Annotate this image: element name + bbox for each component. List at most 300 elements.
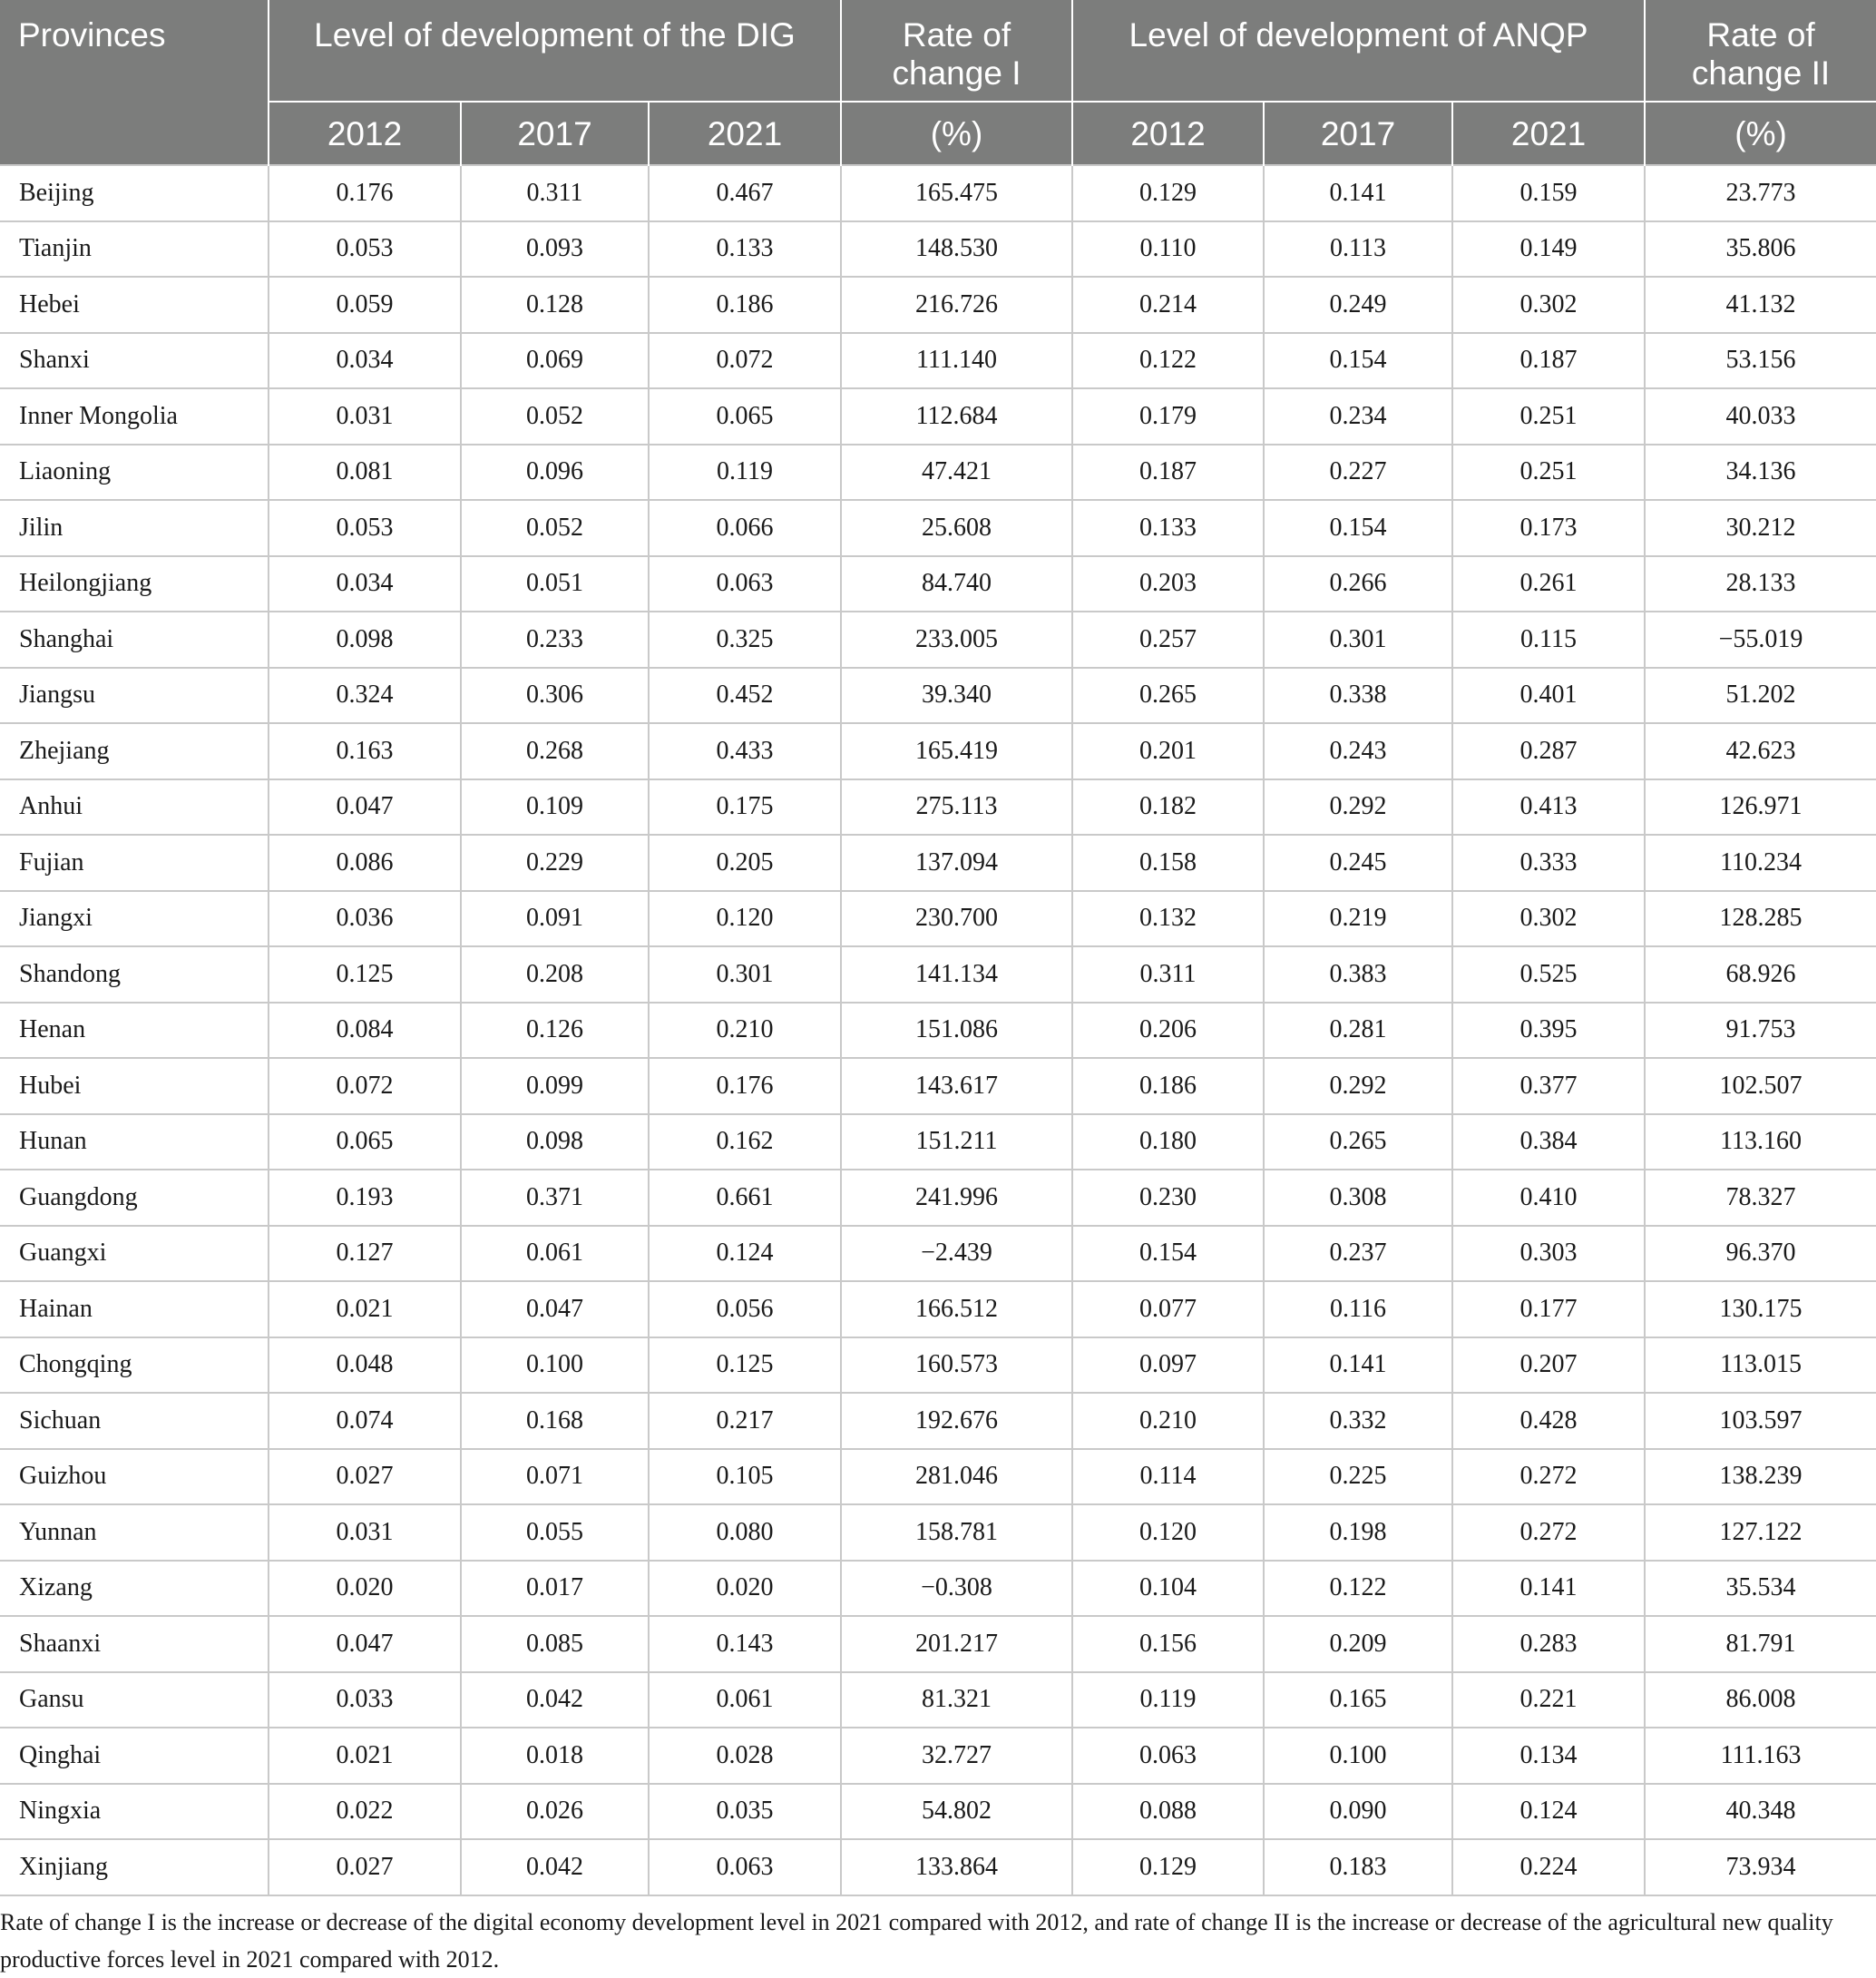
anqp-2012-cell: 0.154 (1072, 1226, 1264, 1282)
dig-2012-cell: 0.021 (269, 1728, 461, 1784)
anqp-2012-cell: 0.203 (1072, 556, 1264, 612)
anqp-2017-cell: 0.243 (1264, 723, 1452, 779)
dig-2021-cell: 0.186 (649, 277, 841, 333)
dig-2017-cell: 0.061 (461, 1226, 649, 1282)
province-cell: Jilin (0, 500, 269, 556)
anqp-2021-cell: 0.251 (1452, 445, 1645, 501)
anqp-2017-cell: 0.338 (1264, 668, 1452, 724)
province-cell: Zhejiang (0, 723, 269, 779)
rate-change-2-cell: 91.753 (1645, 1003, 1876, 1059)
rate-change-2-cell: 68.926 (1645, 946, 1876, 1003)
dig-2017-cell: 0.071 (461, 1449, 649, 1505)
dig-2012-cell: 0.127 (269, 1226, 461, 1282)
dig-2021-cell: 0.061 (649, 1672, 841, 1728)
dig-2017-cell: 0.042 (461, 1672, 649, 1728)
dig-2017-cell: 0.051 (461, 556, 649, 612)
rate-change-1-cell: 133.864 (841, 1839, 1072, 1895)
table-row (0, 946, 1876, 1003)
anqp-2012-cell: 0.201 (1072, 723, 1264, 779)
anqp-2021-cell: 0.134 (1452, 1728, 1645, 1784)
rate-change-2-cell: 102.507 (1645, 1058, 1876, 1114)
anqp-2012-cell: 0.230 (1072, 1170, 1264, 1226)
dig-2021-cell: 0.301 (649, 946, 841, 1003)
table-row (0, 1003, 1876, 1059)
table-row (0, 1393, 1876, 1449)
dig-2021-cell: 0.080 (649, 1504, 841, 1561)
dig-2017-cell: 0.042 (461, 1839, 649, 1895)
anqp-2012-cell: 0.110 (1072, 221, 1264, 278)
anqp-2021-cell: 0.410 (1452, 1170, 1645, 1226)
anqp-2021-cell: 0.124 (1452, 1784, 1645, 1840)
anqp-2017-cell: 0.090 (1264, 1784, 1452, 1840)
dig-2021-cell: 0.056 (649, 1281, 841, 1337)
anqp-2017-cell: 0.219 (1264, 891, 1452, 947)
province-cell: Jiangsu (0, 668, 269, 724)
anqp-2021-cell: 0.395 (1452, 1003, 1645, 1059)
anqp-2017-cell: 0.292 (1264, 1058, 1452, 1114)
province-cell: Shandong (0, 946, 269, 1003)
header-anqp: Level of development of ANQP (1072, 0, 1645, 102)
dig-2017-cell: 0.099 (461, 1058, 649, 1114)
province-cell: Hunan (0, 1114, 269, 1170)
dig-2017-cell: 0.017 (461, 1561, 649, 1617)
anqp-2021-cell: 0.159 (1452, 165, 1645, 221)
rate-change-2-cell: 127.122 (1645, 1504, 1876, 1561)
rate-change-1-cell: 165.475 (841, 165, 1072, 221)
anqp-2012-cell: 0.122 (1072, 333, 1264, 389)
dig-2021-cell: 0.162 (649, 1114, 841, 1170)
anqp-2012-cell: 0.129 (1072, 1839, 1264, 1895)
anqp-2012-cell: 0.311 (1072, 946, 1264, 1003)
province-cell: Tianjin (0, 221, 269, 278)
dig-2017-cell: 0.047 (461, 1281, 649, 1337)
rate-change-2-cell: 51.202 (1645, 668, 1876, 724)
anqp-2012-cell: 0.132 (1072, 891, 1264, 947)
rate-change-1-cell: 230.700 (841, 891, 1072, 947)
province-cell: Hainan (0, 1281, 269, 1337)
province-cell: Ningxia (0, 1784, 269, 1840)
dig-2017-cell: 0.091 (461, 891, 649, 947)
rate-change-1-cell: 32.727 (841, 1728, 1072, 1784)
table-row (0, 1616, 1876, 1672)
province-cell: Qinghai (0, 1728, 269, 1784)
rate-change-1-cell: 84.740 (841, 556, 1072, 612)
dig-2017-cell: 0.268 (461, 723, 649, 779)
table-row (0, 1449, 1876, 1505)
dig-2017-cell: 0.126 (461, 1003, 649, 1059)
dig-2017-cell: 0.052 (461, 388, 649, 445)
anqp-2021-cell: 0.287 (1452, 723, 1645, 779)
rate-change-1-cell: 216.726 (841, 277, 1072, 333)
dig-2021-cell: 0.020 (649, 1561, 841, 1617)
table-row (0, 1784, 1876, 1840)
rate-change-2-cell: 113.160 (1645, 1114, 1876, 1170)
table-row (0, 1561, 1876, 1617)
table-row (0, 1058, 1876, 1114)
rate-change-2-cell: 34.136 (1645, 445, 1876, 501)
anqp-2017-cell: 0.183 (1264, 1839, 1452, 1895)
anqp-2017-cell: 0.308 (1264, 1170, 1452, 1226)
province-cell: Jiangxi (0, 891, 269, 947)
anqp-2012-cell: 0.214 (1072, 277, 1264, 333)
province-cell: Shaanxi (0, 1616, 269, 1672)
anqp-2021-cell: 0.207 (1452, 1337, 1645, 1394)
anqp-2021-cell: 0.413 (1452, 779, 1645, 836)
anqp-2012-cell: 0.210 (1072, 1393, 1264, 1449)
dig-2012-cell: 0.020 (269, 1561, 461, 1617)
dig-2021-cell: 0.120 (649, 891, 841, 947)
dig-2012-cell: 0.027 (269, 1449, 461, 1505)
rate-change-2-cell: 53.156 (1645, 333, 1876, 389)
anqp-2021-cell: 0.251 (1452, 388, 1645, 445)
rate-change-2-cell: 128.285 (1645, 891, 1876, 947)
dig-2017-cell: 0.168 (461, 1393, 649, 1449)
rate-change-1-cell: 233.005 (841, 612, 1072, 668)
rate-change-1-cell: 241.996 (841, 1170, 1072, 1226)
dig-2012-cell: 0.324 (269, 668, 461, 724)
table-row (0, 1672, 1876, 1728)
dig-2012-cell: 0.125 (269, 946, 461, 1003)
dig-2012-cell: 0.163 (269, 723, 461, 779)
rate-change-2-cell: 96.370 (1645, 1226, 1876, 1282)
dig-2021-cell: 0.217 (649, 1393, 841, 1449)
rate-change-1-cell: 148.530 (841, 221, 1072, 278)
dig-2021-cell: 0.433 (649, 723, 841, 779)
anqp-2012-cell: 0.156 (1072, 1616, 1264, 1672)
rate-change-2-cell: 73.934 (1645, 1839, 1876, 1895)
table-row (0, 612, 1876, 668)
header-provinces: Provinces (0, 0, 269, 165)
dig-2021-cell: 0.072 (649, 333, 841, 389)
rate-change-1-cell: 54.802 (841, 1784, 1072, 1840)
anqp-2012-cell: 0.182 (1072, 779, 1264, 836)
rate-change-1-cell: 47.421 (841, 445, 1072, 501)
rate-change-1-cell: 165.419 (841, 723, 1072, 779)
province-cell: Anhui (0, 779, 269, 836)
table-row (0, 668, 1876, 724)
table-row (0, 723, 1876, 779)
anqp-2012-cell: 0.114 (1072, 1449, 1264, 1505)
dig-2017-cell: 0.233 (461, 612, 649, 668)
anqp-2021-cell: 0.261 (1452, 556, 1645, 612)
anqp-2021-cell: 0.224 (1452, 1839, 1645, 1895)
header-rate-change-1: Rate of change I (841, 0, 1072, 102)
header-row-top (0, 0, 1876, 102)
dig-2021-cell: 0.175 (649, 779, 841, 836)
rate-change-1-cell: 151.086 (841, 1003, 1072, 1059)
anqp-2017-cell: 0.234 (1264, 388, 1452, 445)
anqp-2021-cell: 0.149 (1452, 221, 1645, 278)
table-row (0, 388, 1876, 445)
anqp-2017-cell: 0.154 (1264, 333, 1452, 389)
anqp-2017-cell: 0.332 (1264, 1393, 1452, 1449)
dig-2012-cell: 0.022 (269, 1784, 461, 1840)
rate-change-2-cell: 30.212 (1645, 500, 1876, 556)
header-rate-change-2: Rate of change II (1645, 0, 1876, 102)
province-cell: Sichuan (0, 1393, 269, 1449)
province-cell: Inner Mongolia (0, 388, 269, 445)
anqp-2012-cell: 0.104 (1072, 1561, 1264, 1617)
anqp-2021-cell: 0.187 (1452, 333, 1645, 389)
anqp-2012-cell: 0.179 (1072, 388, 1264, 445)
anqp-2017-cell: 0.292 (1264, 779, 1452, 836)
dig-2021-cell: 0.119 (649, 445, 841, 501)
anqp-2021-cell: 0.141 (1452, 1561, 1645, 1617)
dig-2021-cell: 0.028 (649, 1728, 841, 1784)
anqp-2017-cell: 0.265 (1264, 1114, 1452, 1170)
table-row (0, 1728, 1876, 1784)
table-row (0, 556, 1876, 612)
table-row (0, 221, 1876, 278)
anqp-2012-cell: 0.265 (1072, 668, 1264, 724)
dig-2017-cell: 0.098 (461, 1114, 649, 1170)
anqp-2017-cell: 0.237 (1264, 1226, 1452, 1282)
dig-2021-cell: 0.035 (649, 1784, 841, 1840)
anqp-2017-cell: 0.154 (1264, 500, 1452, 556)
province-cell: Xizang (0, 1561, 269, 1617)
anqp-2021-cell: 0.173 (1452, 500, 1645, 556)
rate-change-2-cell: 78.327 (1645, 1170, 1876, 1226)
anqp-2012-cell: 0.158 (1072, 835, 1264, 891)
dig-2021-cell: 0.143 (649, 1616, 841, 1672)
anqp-2012-cell: 0.063 (1072, 1728, 1264, 1784)
anqp-2012-cell: 0.133 (1072, 500, 1264, 556)
anqp-2012-cell: 0.119 (1072, 1672, 1264, 1728)
dig-2012-cell: 0.059 (269, 277, 461, 333)
dig-2012-cell: 0.047 (269, 779, 461, 836)
anqp-2017-cell: 0.165 (1264, 1672, 1452, 1728)
dig-2012-cell: 0.081 (269, 445, 461, 501)
rate-change-2-cell: 23.773 (1645, 165, 1876, 221)
rate-change-2-cell: 126.971 (1645, 779, 1876, 836)
table-row (0, 1114, 1876, 1170)
dig-2017-cell: 0.311 (461, 165, 649, 221)
dig-2021-cell: 0.065 (649, 388, 841, 445)
anqp-2021-cell: 0.302 (1452, 277, 1645, 333)
table-row (0, 445, 1876, 501)
dig-2017-cell: 0.208 (461, 946, 649, 1003)
rate-change-1-cell: 39.340 (841, 668, 1072, 724)
dig-2012-cell: 0.098 (269, 612, 461, 668)
anqp-2017-cell: 0.383 (1264, 946, 1452, 1003)
table-row (0, 333, 1876, 389)
anqp-2017-cell: 0.141 (1264, 165, 1452, 221)
rate-change-2-cell: 130.175 (1645, 1281, 1876, 1337)
province-cell: Hubei (0, 1058, 269, 1114)
anqp-2021-cell: 0.272 (1452, 1449, 1645, 1505)
anqp-2012-cell: 0.088 (1072, 1784, 1264, 1840)
anqp-2017-cell: 0.141 (1264, 1337, 1452, 1394)
province-cell: Gansu (0, 1672, 269, 1728)
rate-change-1-cell: 158.781 (841, 1504, 1072, 1561)
dig-2017-cell: 0.229 (461, 835, 649, 891)
rate-change-2-cell: 111.163 (1645, 1728, 1876, 1784)
anqp-2012-cell: 0.077 (1072, 1281, 1264, 1337)
anqp-2012-cell: 0.186 (1072, 1058, 1264, 1114)
province-cell: Yunnan (0, 1504, 269, 1561)
rate-change-1-cell: 81.321 (841, 1672, 1072, 1728)
anqp-2017-cell: 0.266 (1264, 556, 1452, 612)
dig-2017-cell: 0.306 (461, 668, 649, 724)
province-cell: Henan (0, 1003, 269, 1059)
dig-2012-cell: 0.084 (269, 1003, 461, 1059)
anqp-2017-cell: 0.116 (1264, 1281, 1452, 1337)
dig-2012-cell: 0.034 (269, 333, 461, 389)
dig-2017-cell: 0.096 (461, 445, 649, 501)
table-row (0, 1839, 1876, 1895)
dig-2012-cell: 0.086 (269, 835, 461, 891)
rate-change-2-cell: 138.239 (1645, 1449, 1876, 1505)
province-cell: Shanghai (0, 612, 269, 668)
province-cell: Hebei (0, 277, 269, 333)
dig-2017-cell: 0.018 (461, 1728, 649, 1784)
anqp-2017-cell: 0.225 (1264, 1449, 1452, 1505)
anqp-2012-cell: 0.129 (1072, 165, 1264, 221)
dig-2012-cell: 0.031 (269, 1504, 461, 1561)
rate-change-2-cell: 103.597 (1645, 1393, 1876, 1449)
dig-2021-cell: 0.661 (649, 1170, 841, 1226)
dig-2021-cell: 0.063 (649, 556, 841, 612)
rate-change-2-cell: 42.623 (1645, 723, 1876, 779)
rate-change-1-cell: 275.113 (841, 779, 1072, 836)
province-cell: Fujian (0, 835, 269, 891)
rate-change-1-cell: 111.140 (841, 333, 1072, 389)
anqp-2021-cell: 0.428 (1452, 1393, 1645, 1449)
rate-change-2-cell: 40.033 (1645, 388, 1876, 445)
anqp-2021-cell: 0.221 (1452, 1672, 1645, 1728)
anqp-2017-cell: 0.227 (1264, 445, 1452, 501)
rate-change-1-cell: 151.211 (841, 1114, 1072, 1170)
dig-2012-cell: 0.065 (269, 1114, 461, 1170)
dig-2017-cell: 0.371 (461, 1170, 649, 1226)
dig-2017-cell: 0.109 (461, 779, 649, 836)
header-anqp-2017: 2017 (1264, 102, 1452, 165)
rate-change-1-cell: 112.684 (841, 388, 1072, 445)
rate-change-1-cell: 25.608 (841, 500, 1072, 556)
dig-2012-cell: 0.072 (269, 1058, 461, 1114)
anqp-2012-cell: 0.206 (1072, 1003, 1264, 1059)
dig-2012-cell: 0.033 (269, 1672, 461, 1728)
header-anqp-2012: 2012 (1072, 102, 1264, 165)
table-header (0, 0, 1876, 165)
table-row (0, 891, 1876, 947)
anqp-2021-cell: 0.401 (1452, 668, 1645, 724)
anqp-2017-cell: 0.198 (1264, 1504, 1452, 1561)
table-row (0, 500, 1876, 556)
header-rate1-unit: (%) (841, 102, 1072, 165)
table-body (0, 165, 1876, 1895)
dig-2012-cell: 0.176 (269, 165, 461, 221)
rate-change-2-cell: 28.133 (1645, 556, 1876, 612)
dig-2021-cell: 0.063 (649, 1839, 841, 1895)
dig-2012-cell: 0.193 (269, 1170, 461, 1226)
rate-change-2-cell: 81.791 (1645, 1616, 1876, 1672)
dig-2012-cell: 0.048 (269, 1337, 461, 1394)
table-row (0, 1504, 1876, 1561)
table-row (0, 1226, 1876, 1282)
dig-2017-cell: 0.026 (461, 1784, 649, 1840)
rate-change-2-cell: 113.015 (1645, 1337, 1876, 1394)
dig-2021-cell: 0.210 (649, 1003, 841, 1059)
rate-change-2-cell: 35.534 (1645, 1561, 1876, 1617)
dig-2021-cell: 0.176 (649, 1058, 841, 1114)
dig-2021-cell: 0.452 (649, 668, 841, 724)
dig-2012-cell: 0.053 (269, 221, 461, 278)
anqp-2012-cell: 0.097 (1072, 1337, 1264, 1394)
rate-change-1-cell: 160.573 (841, 1337, 1072, 1394)
province-cell: Heilongjiang (0, 556, 269, 612)
dig-2012-cell: 0.053 (269, 500, 461, 556)
anqp-2017-cell: 0.100 (1264, 1728, 1452, 1784)
anqp-2017-cell: 0.301 (1264, 612, 1452, 668)
rate-change-1-cell: −0.308 (841, 1561, 1072, 1617)
dig-2021-cell: 0.124 (649, 1226, 841, 1282)
anqp-2017-cell: 0.281 (1264, 1003, 1452, 1059)
dig-2021-cell: 0.133 (649, 221, 841, 278)
dig-2017-cell: 0.100 (461, 1337, 649, 1394)
table-footnote: Rate of change I is the increase or decrease of the digital economy development level in 2021 compared with 2012, and rate of change II is the increase or decrease of the agricultural new quality productive forces level in 2021 compared with 2012. (0, 1908, 1833, 1973)
anqp-2017-cell: 0.249 (1264, 277, 1452, 333)
anqp-2021-cell: 0.525 (1452, 946, 1645, 1003)
header-row-sub (0, 102, 1876, 165)
dig-2021-cell: 0.066 (649, 500, 841, 556)
dig-2017-cell: 0.069 (461, 333, 649, 389)
rate-change-1-cell: 201.217 (841, 1616, 1072, 1672)
header-rate2-unit: (%) (1645, 102, 1876, 165)
dig-2021-cell: 0.205 (649, 835, 841, 891)
dig-2017-cell: 0.085 (461, 1616, 649, 1672)
header-dig-2021: 2021 (649, 102, 841, 165)
anqp-2021-cell: 0.283 (1452, 1616, 1645, 1672)
anqp-2012-cell: 0.180 (1072, 1114, 1264, 1170)
table-row (0, 1337, 1876, 1394)
dig-2012-cell: 0.036 (269, 891, 461, 947)
province-cell: Guizhou (0, 1449, 269, 1505)
table-row (0, 835, 1876, 891)
anqp-2017-cell: 0.245 (1264, 835, 1452, 891)
header-dig-2017: 2017 (461, 102, 649, 165)
anqp-2021-cell: 0.384 (1452, 1114, 1645, 1170)
anqp-2012-cell: 0.257 (1072, 612, 1264, 668)
dig-2012-cell: 0.021 (269, 1281, 461, 1337)
anqp-2021-cell: 0.333 (1452, 835, 1645, 891)
rate-change-2-cell: 86.008 (1645, 1672, 1876, 1728)
dig-2012-cell: 0.031 (269, 388, 461, 445)
table-row (0, 1281, 1876, 1337)
rate-change-2-cell: 40.348 (1645, 1784, 1876, 1840)
rate-change-1-cell: 192.676 (841, 1393, 1072, 1449)
province-cell: Shanxi (0, 333, 269, 389)
anqp-2017-cell: 0.122 (1264, 1561, 1452, 1617)
anqp-2012-cell: 0.187 (1072, 445, 1264, 501)
province-cell: Liaoning (0, 445, 269, 501)
dig-2012-cell: 0.027 (269, 1839, 461, 1895)
rate-change-2-cell: 41.132 (1645, 277, 1876, 333)
rate-change-1-cell: 281.046 (841, 1449, 1072, 1505)
dig-2017-cell: 0.128 (461, 277, 649, 333)
rate-change-2-cell: 35.806 (1645, 221, 1876, 278)
province-cell: Xinjiang (0, 1839, 269, 1895)
dig-2017-cell: 0.093 (461, 221, 649, 278)
anqp-2021-cell: 0.177 (1452, 1281, 1645, 1337)
rate-change-1-cell: 141.134 (841, 946, 1072, 1003)
table-row (0, 1170, 1876, 1226)
dig-2021-cell: 0.467 (649, 165, 841, 221)
rate-change-1-cell: 166.512 (841, 1281, 1072, 1337)
header-dig-2012: 2012 (269, 102, 461, 165)
dig-2017-cell: 0.055 (461, 1504, 649, 1561)
rate-change-1-cell: 137.094 (841, 835, 1072, 891)
